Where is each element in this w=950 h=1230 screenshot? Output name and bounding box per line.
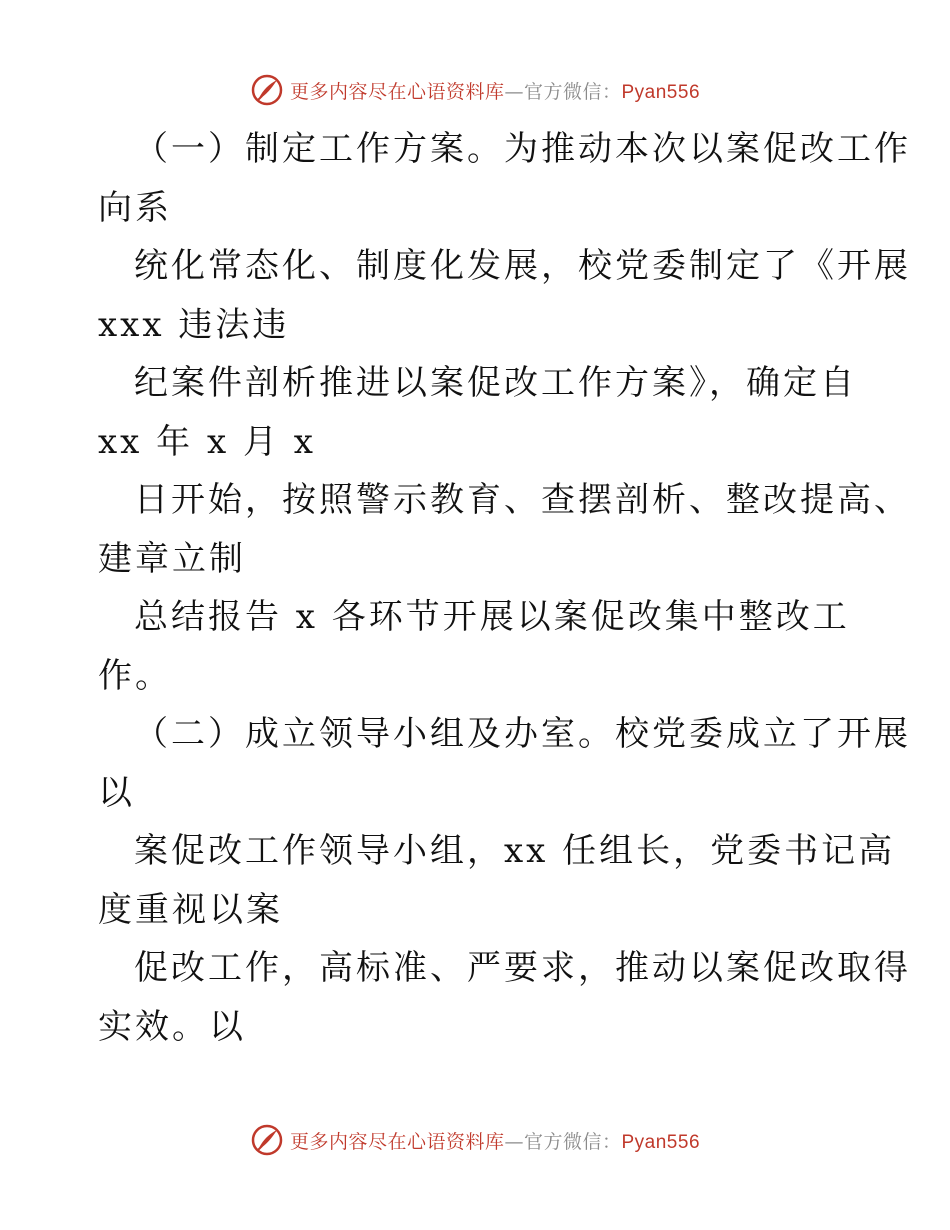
header-watermark: [0, 70, 950, 110]
paragraph-8-line-2: 实效。以: [98, 1006, 246, 1047]
watermark-gray-text: 官方微信：: [523, 80, 622, 103]
watermark-handle: Pyan556: [621, 81, 701, 103]
watermark-dash: —: [504, 1130, 524, 1153]
paragraph-2-line-2: xxx 违法违: [98, 304, 290, 345]
quill-pen-logo-icon: [250, 73, 284, 107]
paragraph-5-line-2: 作。: [98, 655, 172, 696]
paragraph-1-line-1: （一）制定工作方案。为推动本次以案促改工作: [134, 129, 911, 169]
quill-pen-logo-icon: [250, 1123, 284, 1157]
paragraph-3-line-2: xx 年 x 月 x: [98, 421, 316, 462]
paragraph-1-line-2: 向系: [98, 187, 172, 228]
paragraph-8-line-1: 促改工作，高标准、严要求，推动以案促改取得: [134, 948, 911, 988]
paragraph-6-line-2: 以: [98, 772, 135, 813]
footer-watermark: [0, 1120, 950, 1160]
paragraph-6-line-1: （二）成立领导小组及办室。校党委成立了开展: [134, 714, 911, 754]
watermark-gray-text: 官方微信：: [523, 1130, 622, 1153]
paragraph-7-line-2: 度重视以案: [98, 889, 283, 930]
paragraph-4-line-2: 建章立制: [98, 538, 246, 579]
watermark-red-text: 更多内容尽在心语资料库: [289, 1130, 505, 1153]
paragraph-4-line-1: 日开始，按照警示教育、查摆剖析、整改提高、: [134, 480, 911, 520]
watermark-handle: Pyan556: [621, 1131, 701, 1153]
paragraph-7-line-1: 案促改工作领导小组，xx 任组长，党委书记高: [134, 831, 896, 871]
paragraph-3-line-1: 纪案件剖析推进以案促改工作方案》，确定自: [134, 363, 857, 403]
watermark-dash: —: [504, 80, 524, 103]
watermark-red-text: 更多内容尽在心语资料库: [289, 80, 505, 103]
document-body: [98, 120, 911, 1056]
paragraph-5-line-1: 总结报告 x 各环节开展以案促改集中整改工: [134, 597, 850, 637]
paragraph-2-line-1: 统化常态化、制度化发展，校党委制定了《开展: [134, 246, 911, 286]
